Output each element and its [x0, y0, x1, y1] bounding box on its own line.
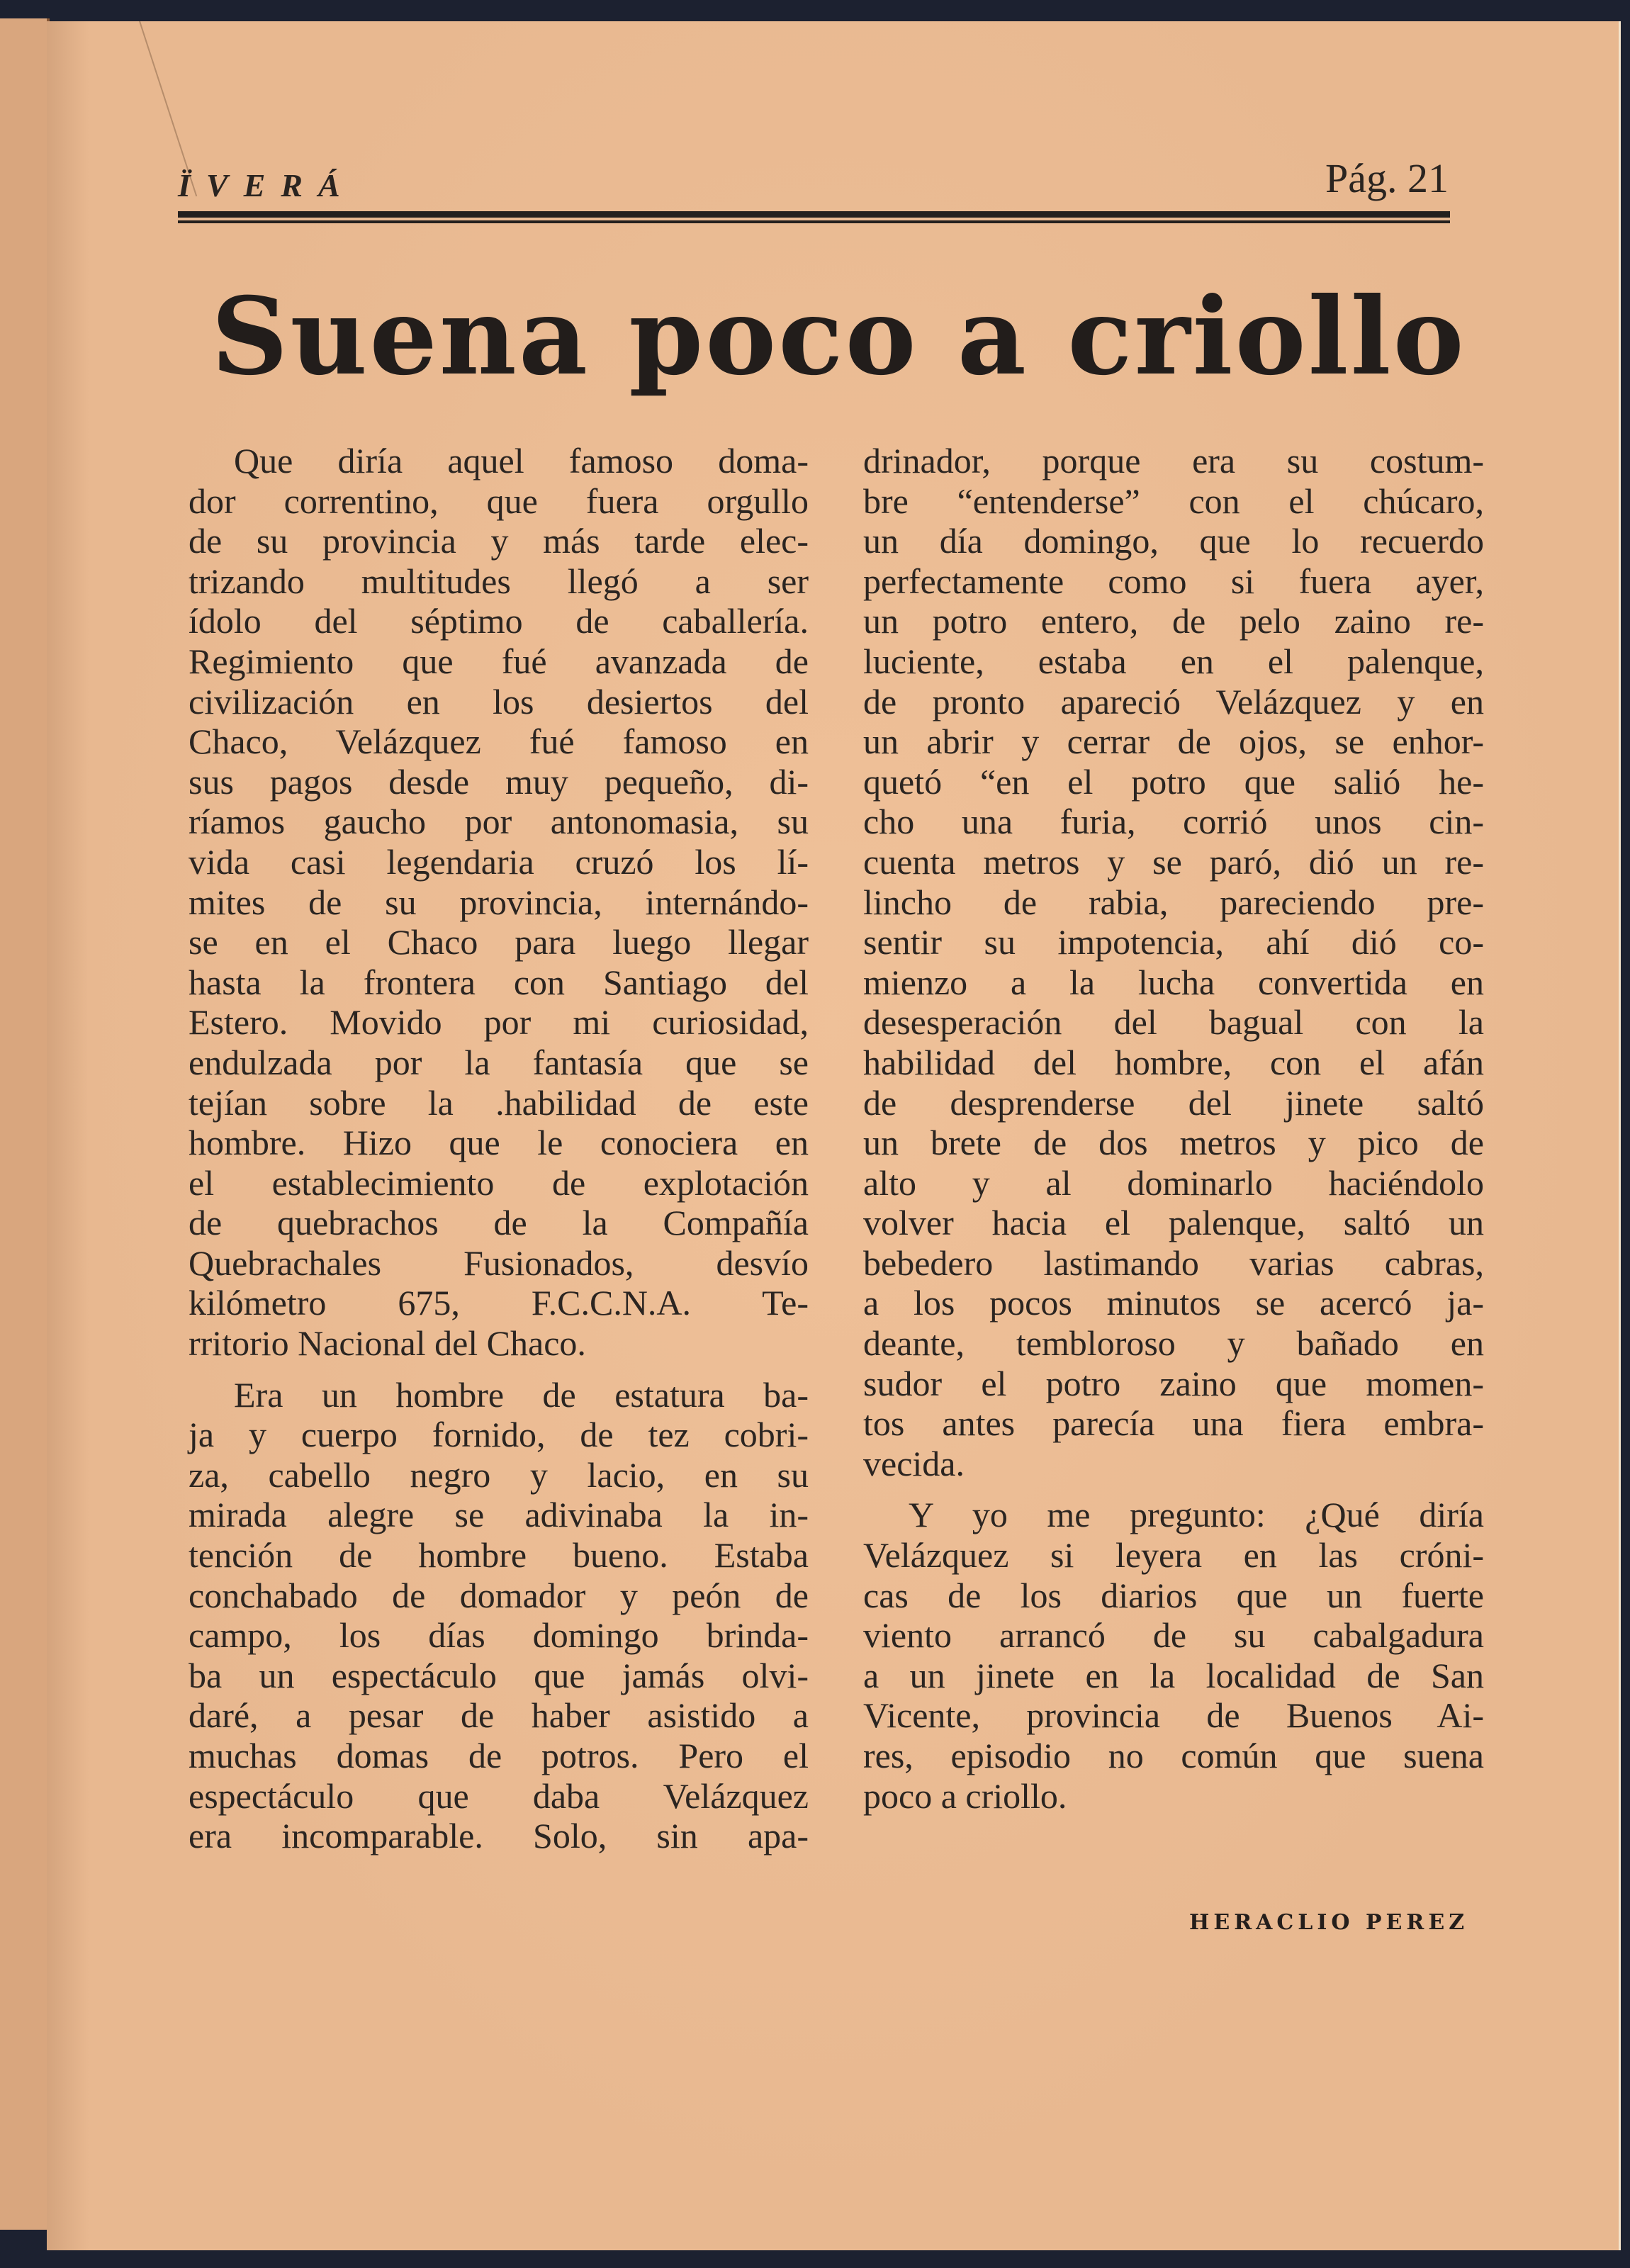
text-line: conchabado de domador y peón de — [189, 1575, 809, 1615]
text-line: un abrir y cerrar de ojos, se enhor- — [863, 722, 1484, 762]
text-line: campo, los días domingo brinda- — [189, 1615, 809, 1656]
text-line: ja y cuerpo fornido, de tez cobri- — [189, 1415, 809, 1455]
text-line: un potro entero, de pelo zaino re- — [863, 601, 1484, 641]
text-line: Regimiento que fué avanzada de — [189, 641, 809, 681]
paragraph-gap — [863, 1483, 1484, 1495]
text-line: mirada alegre se adivinaba la in- — [189, 1495, 809, 1535]
text-line: a un jinete en la localidad de San — [863, 1655, 1484, 1695]
paragraph — [863, 1495, 1484, 1816]
text-line: hasta la frontera con Santiago del — [189, 962, 809, 1002]
running-head: ÏVERÁ — [178, 167, 356, 203]
text-line: ídolo del séptimo de caballería. — [189, 601, 809, 641]
text-line: el establecimiento de explotación — [189, 1162, 809, 1203]
paragraph — [189, 1375, 809, 1856]
text-line: trizando multitudes llegó a ser — [189, 561, 809, 601]
text-line: viento arrancó de su cabalgadura — [863, 1615, 1484, 1656]
text-line: mites de su provincia, internándo- — [189, 882, 809, 922]
article-title: Suena poco a criollo — [211, 274, 1466, 399]
text-line: daré, a pesar de haber asistido a — [189, 1695, 809, 1736]
text-line: muchas domas de potros. Pero el — [189, 1736, 809, 1775]
text-line: de desprenderse del jinete saltó — [863, 1082, 1484, 1123]
text-line: ríamos gaucho por antonomasia, su — [189, 802, 809, 842]
text-line: Vicente, provincia de Buenos Ai- — [863, 1695, 1484, 1736]
text-line: a los pocos minutos se acercó ja- — [863, 1283, 1484, 1323]
text-line: perfectamente como si fuera ayer, — [863, 561, 1484, 601]
text-line: vecida. — [863, 1443, 965, 1483]
text-line: drinador, porque era su costum- — [863, 441, 1484, 481]
text-line: alto y al dominarlo haciéndolo — [863, 1162, 1484, 1203]
text-line: Quebrachales Fusionados, desvío — [189, 1242, 809, 1283]
text-line: cas de los diarios que un fuerte — [863, 1575, 1484, 1615]
text-line: Y yo me pregunto: ¿Qué diría — [909, 1495, 1484, 1535]
rule-thick — [178, 211, 1450, 218]
text-line: hombre. Hizo que le conociera en — [189, 1123, 809, 1163]
text-line: vida casi legendaria cruzó los lí- — [189, 841, 809, 882]
text-line: deante, tembloroso y bañado en — [863, 1323, 1484, 1364]
text-line: sus pagos desde muy pequeño, di- — [189, 761, 809, 802]
left-column — [189, 441, 809, 1856]
text-line: cho una furia, corrió unos cin- — [863, 802, 1484, 842]
text-line: desesperación del bagual con la — [863, 1002, 1484, 1043]
rule-thin — [178, 220, 1450, 223]
author-signature: HERACLIO PEREZ — [1189, 1910, 1469, 1935]
text-line: Velázquez si leyera en las cróni- — [863, 1535, 1484, 1576]
text-line: civilización en los desiertos del — [189, 681, 809, 722]
right-column — [863, 441, 1484, 1816]
text-line: lincho de rabia, pareciendo pre- — [863, 882, 1484, 922]
header-double-rule — [178, 211, 1450, 227]
text-line: rritorio Nacional del Chaco. — [189, 1323, 586, 1364]
text-line: Estero. Movido por mi curiosidad, — [189, 1002, 809, 1043]
text-line: tos antes parecía una fiera embra- — [863, 1403, 1484, 1444]
magazine-page — [47, 21, 1621, 2250]
text-line: de quebrachos de la Compañía — [189, 1203, 809, 1243]
text-line: za, cabello negro y lacio, en su — [189, 1454, 809, 1495]
text-line: Que diría aquel famoso doma- — [234, 441, 809, 481]
text-line: res, episodio no común que suena — [863, 1736, 1484, 1775]
text-line: de su provincia y más tarde elec- — [189, 521, 809, 561]
text-line: cuenta metros y se paró, dió un re- — [863, 841, 1484, 882]
text-line: sentir su impotencia, ahí dió co- — [863, 922, 1484, 962]
text-line: poco a criollo. — [863, 1775, 1067, 1816]
paragraph — [863, 441, 1484, 1483]
text-line: dor correntino, que fuera orgullo — [189, 481, 809, 521]
text-line: bre “entenderse” con el chúcaro, — [863, 481, 1484, 521]
text-line: bebedero lastimando varias cabras, — [863, 1242, 1484, 1283]
text-line: de pronto apareció Velázquez y en — [863, 681, 1484, 722]
text-line: un brete de dos metros y pico de — [863, 1123, 1484, 1163]
text-line: Chaco, Velázquez fué famoso en — [189, 722, 809, 762]
text-line: volver hacia el palenque, saltó un — [863, 1203, 1484, 1243]
text-line: tención de hombre bueno. Estaba — [189, 1535, 809, 1576]
text-line: tejían sobre la .habilidad de este — [189, 1082, 809, 1123]
page-number: Pág. 21 — [1325, 155, 1449, 201]
text-line: luciente, estaba en el palenque, — [863, 641, 1484, 681]
text-line: quetó “en el potro que salió he- — [863, 761, 1484, 802]
text-line: Era un hombre de estatura ba- — [234, 1374, 809, 1415]
text-line: endulzada por la fantasía que se — [189, 1042, 809, 1082]
text-line: espectáculo que daba Velázquez — [189, 1775, 809, 1816]
text-line: habilidad del hombre, con el afán — [863, 1042, 1484, 1082]
previous-page-edge — [0, 18, 50, 2230]
text-line: era incomparable. Solo, sin apa- — [189, 1816, 809, 1856]
text-line: ba un espectáculo que jamás olvi- — [189, 1655, 809, 1695]
text-line: un día domingo, que lo recuerdo — [863, 521, 1484, 561]
text-line: sudor el potro zaino que momen- — [863, 1363, 1484, 1403]
text-line: se en el Chaco para luego llegar — [189, 922, 809, 962]
text-line: mienzo a la lucha convertida en — [863, 962, 1484, 1002]
paragraph — [189, 441, 809, 1364]
paragraph-gap — [189, 1364, 809, 1375]
text-line: kilómetro 675, F.C.C.N.A. Te- — [189, 1283, 809, 1323]
